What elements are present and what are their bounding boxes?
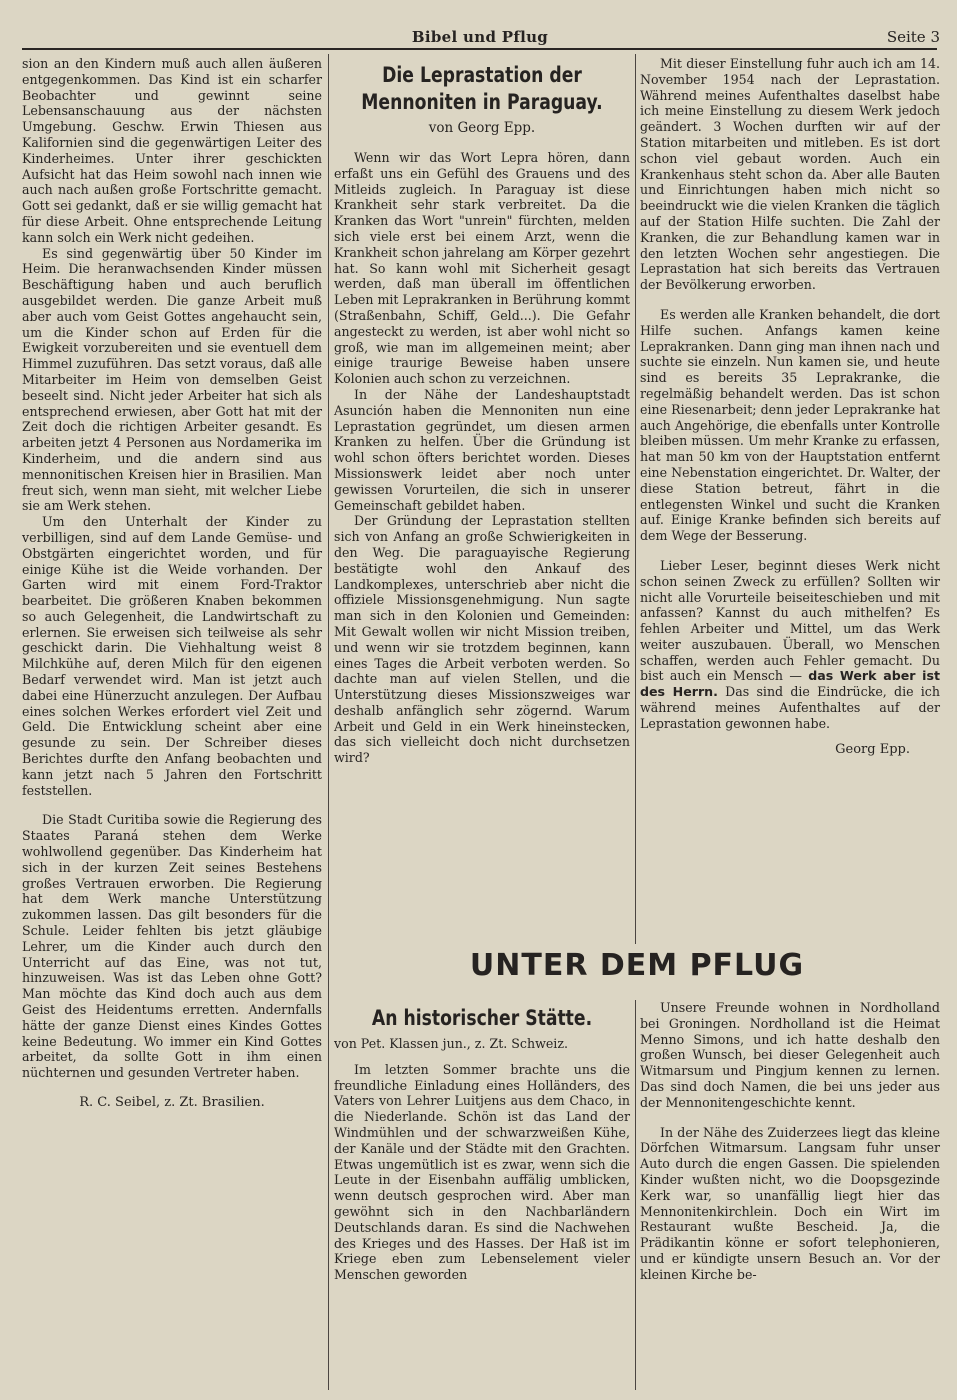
article-title: An historischer Stätte. (371, 1006, 593, 1030)
emphasis-text: das Werk aber ist des Herrn. (640, 668, 940, 700)
author-signature: R. C. Seibel, z. Zt. Brasilien. (79, 1095, 265, 1110)
paragraph-text: Das sind die Eindrücke, die ich während meines Aufenthaltes auf der Leprastation gewonnen habe. (640, 684, 940, 731)
page-number: Seite 3 (886, 28, 940, 46)
article-byline: von Pet. Klassen jun., z. Zt. Schweiz. (334, 1036, 568, 1051)
section-heading: UNTER DEM PFLUG (469, 948, 805, 983)
masthead-title: Bibel und Pflug (411, 28, 549, 46)
paragraph: Unsere Freunde wohnen in Nordholland bei Groningen. Nordholland ist die Heimat Menno Simons, und ich hatte deshalb den großen Wunsch, bei dieser Gelegenheit auch Witmarsum und Pingjum kennen zu lernen. Das sind doch Namen, die bei uns jeder aus der Mennonitengeschichte kennt. (640, 1000, 940, 1110)
paragraph: Wenn wir das Wort Lepra hören, dann erfaßt uns ein Gefühl des Grauens und des Mitleids zugleich. In Paraguay ist diese Krankheit sehr stark verbreitet. Da die Kranken das Wort "unrein" fürchten, melden sich viele erst bei einem Arzt, wenn die Krankheit schon jahrelang am Körper gezehrt hat. So kann wohl mit Sicherheit gesagt werden, daß man überall im öffentlichen Leben mit Leprakranken in Berührung kommt (Straßenbahn, Schiff, Geld...). Die Gefahr angesteckt zu werden, ist aber wohl nicht so groß, wie man im allgemeinen meint; aber einige traurige Beweise haben unsere Kolonien auch schon zu verzeichnen. (334, 150, 630, 387)
paragraph (640, 558, 940, 732)
column-divider (328, 54, 329, 1390)
column-5 (640, 1000, 940, 1390)
paragraph: sion an den Kindern muß auch allen äußeren entgegenkommen. Das Kind ist ein scharfer Beobachter und gewinnt seine Lebensanschauung aus der nächsten Umgebung. Geschw. Erwin Thiesen aus Kalifornien sind die gegenwärtigen Leiter des Kinderheimes. Unter ihrer geschickten Aufsicht hat das Heim sowohl nach innen wie auch nach außen große Fortschritte gemacht. Gott sei gedankt, daß er sie willig gemacht hat für diese Arbeit. Ohne entsprechende Leitung kann solch ein Werk nicht gedeihen. (22, 56, 322, 245)
article-byline: von Georg Epp. (428, 120, 536, 136)
column-divider (635, 54, 636, 944)
column-2 (334, 56, 630, 941)
paragraph: In der Nähe der Landeshauptstadt Asunción haben die Mennoniten nun eine Leprastation gegründet, um diesen armen Kranken zu helfen. Über die Gründung ist wohl schon öfters berichtet worden. Dieses Missionswerk leidet aber noch unter gewissen Vorurteilen, die sich in unserer Gemeinschaft gebildet haben. (334, 386, 630, 513)
paragraph: Der Gründung der Leprastation stellten sich von Anfang an große Schwierigkeiten in den Weg. Die paraguayische Regierung bestätigte wohl den Ankauf des Landkomplexes, unterschrieb aber nicht die offiziele Missionsgenehmigung. Nun sagte man sich in den Kolonien und Gemeinden: Mit Gewalt wollen wir nicht Mission treiben, und wenn wir sie trotzdem beginnen, kann eines Tages die Arbeit verboten werden. So dachte man auf vielen Stellen, und die Unterstützung dieses Missionszweiges war deshalb anfänglich sehr zögernd. Warum Arbeit und Geld in ein Werk hineinstecken, das sich vielleicht doch nicht durchsetzen wird? (334, 513, 630, 766)
paragraph: Die Stadt Curitiba sowie die Regierung des Staates Paraná stehen dem Werke wohlwollend gegenüber. Das Kinderheim hat sich in der kurzen Zeit seines Bestehens großes Vertrauen erworben. Die Regierung hat dem Werk manche Unterstützung zukommen lassen. Das gilt besonders für die Schule. Leider fehlten bis jetzt gläubige Lehrer, um die Kinder auch durch den Unterricht auf das Eine, was not tut, hinzuweisen. Was ist das Leben ohne Gott? Man möchte das Kind doch auch aus dem Geist des Heidentums erretten. Andernfalls hätte der ganze Dienst eines Kindes Gottes keine Bedeutung. Wo immer ein Kind Gottes arbeitet, da sollte Gott in ihm einen nüchternen und gesunden Vertreter haben. (22, 812, 322, 1081)
column-4 (334, 1000, 630, 1390)
author-signature: Georg Epp. (835, 741, 910, 757)
paragraph: Um den Unterhalt der Kinder zu verbilligen, sind auf dem Lande Gemüse- und Obstgärten eingerichtet worden, und für einige Kühe ist die Weide vorhanden. Der Garten wird mit einem Ford-Traktor bearbeitet. Die größeren Knaben bekommen so auch Gelegenheit, die Landwirtschaft zu erlernen. Sie erweisen sich teilweise als sehr geschickt darin. Die Viehhaltung weist 8 Milchkühe auf, deren Milch für den eigenen Bedarf verwendet wird. Man ist jetzt auch dabei eine Hünerzucht anzulegen. Der Aufbau eines solchen Werkes erfordert viel Zeit und Geld. Die Entwicklung scheint aber eine gesunde zu sein. Der Schreiber dieses Berichtes durfte den Anfang beobachten und kann jetzt nach 5 Jahren den Fortschritt feststellen. (22, 514, 322, 798)
paragraph-text: Lieber Leser, beginnt dieses Werk nicht schon seinen Zweck zu erfüllen? Sollten wir nicht alle Vorurteile beiseiteschieben und mit anfassen? Kannst du auch mithelfen? Es fehlen Arbeiter und Mittel, um das Werk weiter auszubauen. Überall, wo Menschen schaffen, werden auch Fehler gemacht. Du bist auch ein Mensch — (640, 557, 940, 684)
column-divider (635, 1000, 636, 1390)
paragraph: Im letzten Sommer brachte uns die freundliche Einladung eines Holländers, des Vaters von Lehrer Luitjens aus dem Chaco, in die Niederlande. Schön ist das Land der Windmühlen und der schwarzweißen Kühe, der Kanäle und der Städte mit den Grachten. Etwas ungemütlich ist es zwar, wenn sich die Leute in der Eisenbahn auffälig umblicken, wenn deutsch gesprochen wird. Aber man gewöhnt sich in den Nachbarländern Deutschlands daran. Es sind die Nachwehen des Krieges und des Hasses. Der Haß ist im Kriege eben zum Lebenselement vieler Menschen geworden (334, 1061, 630, 1283)
paragraph: Es sind gegenwärtig über 50 Kinder im Heim. Die heranwachsenden Kinder müssen Beschäftigung haben und auch beruflich ausgebildet werden. Die ganze Arbeit muß aber auch vom Geist Gottes angehaucht sein, um die Kinder schon auf Erden für die Ewigkeit vorzubereiten und sie eventuell dem Himmel zuzuführen. Das setzt voraus, daß alle Mitarbeiter im Heim von demselben Geist beseelt sind. Nicht jeder Arbeiter hat sich als entsprechend erwiesen, aber Gott hat mit der Zeit doch die richtigen Arbeiter gesandt. Es arbeiten jetzt 4 Personen aus Nordamerika im Kinderheim, und die andern sind aus mennonitischen Kreisen hier in Brasilien. Man freut sich, wenn man sieht, mit welcher Liebe sie am Werk stehen. (22, 245, 322, 514)
paragraph: Es werden alle Kranken behandelt, die dort Hilfe suchen. Anfangs kamen keine Leprakranken. Dann ging man ihnen nach und suchte sie einzeln. Nun kamen sie, und heute sind es bereits 35 Leprakranke, die regelmäßig behandelt werden. Das ist schon eine Riesenarbeit; denn jeder Leprakranke hat auch Angehörige, die ebenfalls unter Kontrolle bleiben müssen. Um mehr Kranke zu erfassen, hat man 50 km von der Hauptstation entfernt eine Nebenstation eingerichtet. Dr. Walter, der diese Station betreut, fährt in die entlegensten Winkel und sucht die Kranken auf. Einige Kranke befinden sich bereits auf dem Wege der Besserung. (640, 306, 940, 544)
article-title: Die Leprastation der Mennoniten in Paraguay. (361, 63, 603, 114)
paragraph: Mit dieser Einstellung fuhr auch ich am 14. November 1954 nach der Leprastation. Während meines Aufenthaltes daselbst habe ich meine Einstellung zu diesem Werk jedoch geändert. 3 Wochen durften wir auf der Station mitarbeiten und mitleben. Es ist dort schon viel gebaut worden. Auch ein Krankenhaus steht schon da. Aber alle Bauten und Einrichtungen haben mich nicht so beeindruckt wie die vielen Kranken die täglich auf der Station Hilfe suchten. Die Zahl der Kranken, die zur Behandlung kamen war in den letzten Wochen sehr angestiegen. Die Leprastation hat sich bereits das Vertrauen der Bevölkerung erworben. (640, 56, 940, 293)
column-3 (640, 56, 940, 941)
paragraph: In der Nähe des Zuiderzees liegt das kleine Dörfchen Witmarsum. Langsam fuhr unser Auto durch die engen Gassen. Die spielenden Kinder wußten nicht, wo die Doopsgezinde Kerk war, so unanfällig liegt hier das Mennonitenkirchlein. Doch ein Wirt im Restaurant wußte Bescheid. Ja, die Prädikantin könne er sofort telephonieren, und er kündigte unsern Besuch an. Vor der kleinen Kirche be- (640, 1124, 940, 1282)
header-rule (22, 48, 937, 50)
column-1 (22, 56, 322, 1386)
